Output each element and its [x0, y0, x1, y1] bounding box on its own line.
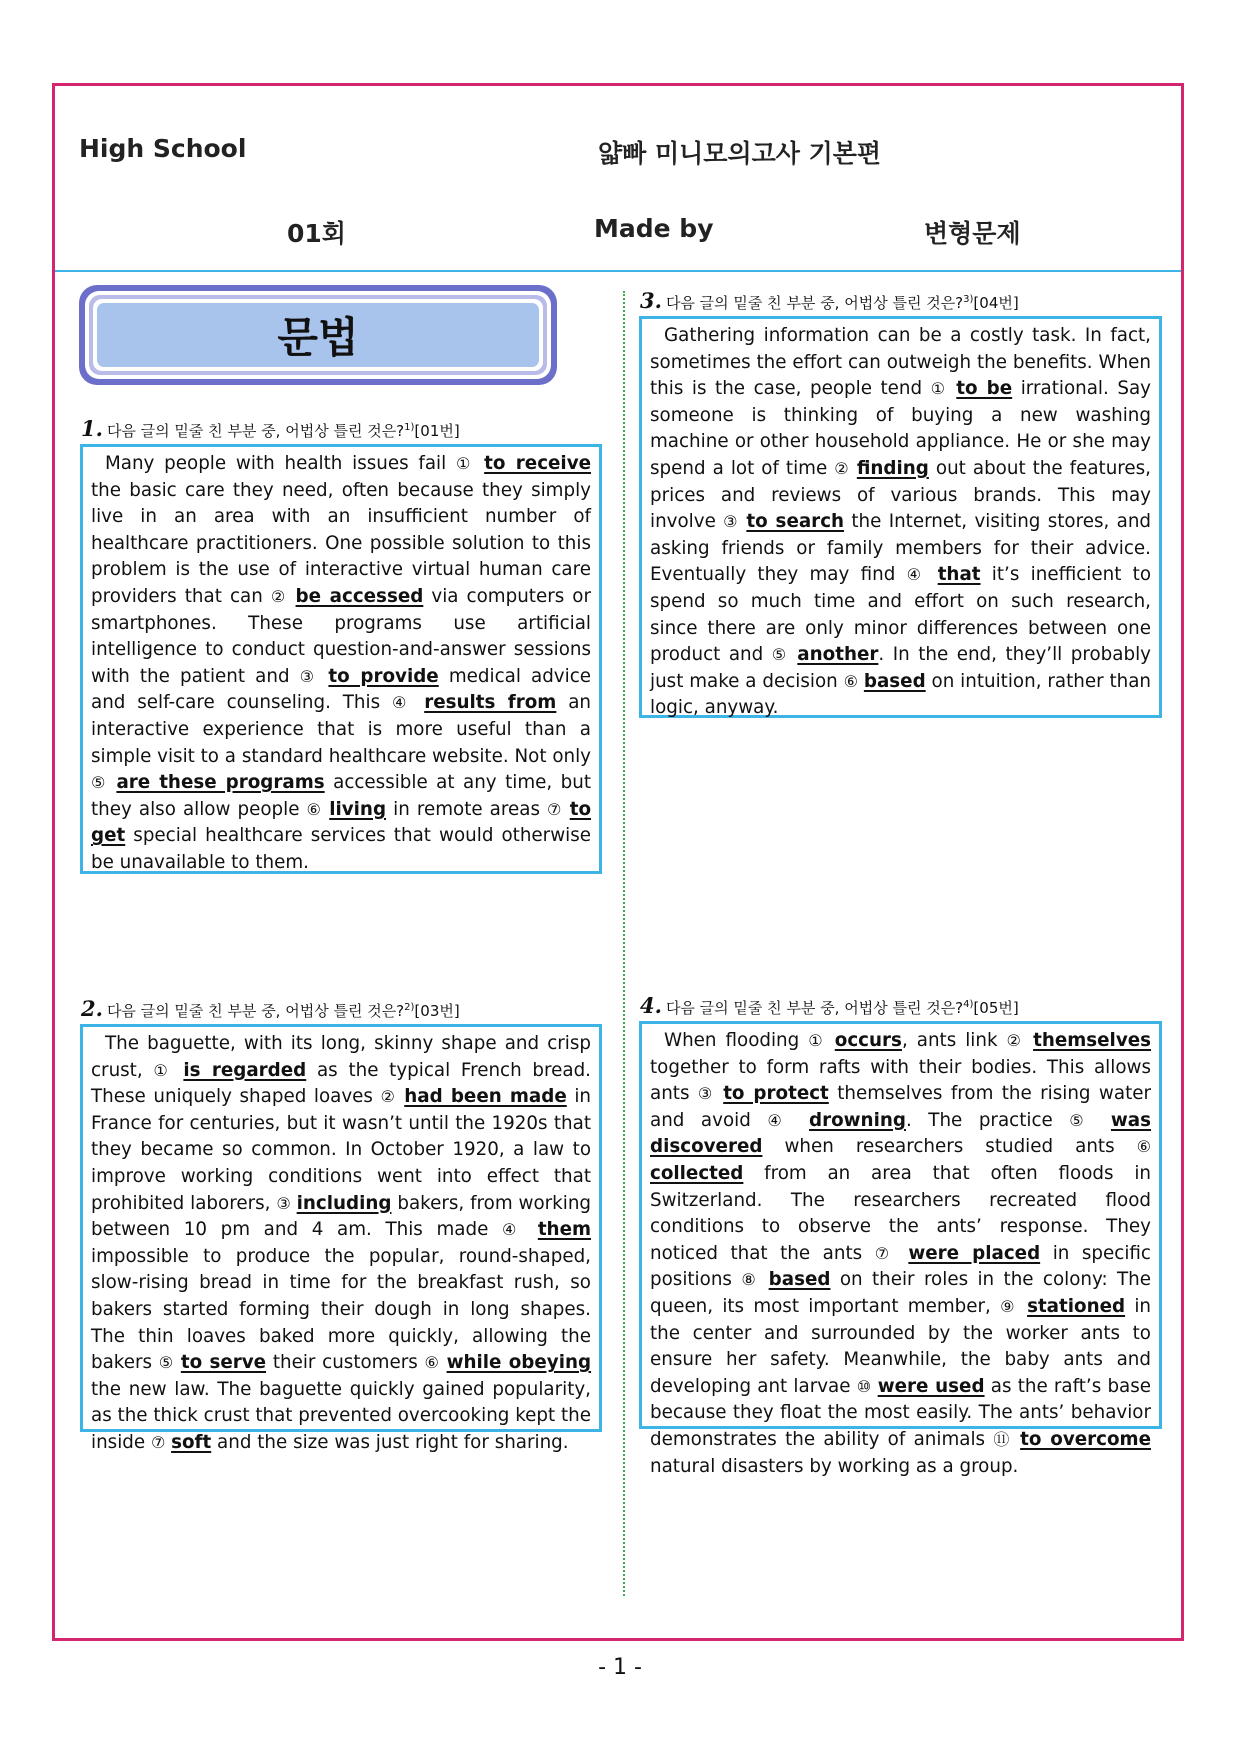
question-number: 3. — [640, 288, 662, 313]
question-number: 4. — [640, 993, 662, 1018]
question-prompt: 다음 글의 밑줄 친 부분 중, 어법상 틀린 것은? — [106, 422, 405, 440]
series-title: 얇빠 미니모의고사 기본편 — [598, 139, 882, 168]
question-header-1 — [81, 416, 460, 441]
school-label: High School — [79, 134, 247, 163]
question-header-2 — [81, 996, 460, 1021]
choice-marker: ⑤ — [771, 645, 789, 665]
underlined-choice: are these programs — [116, 772, 325, 794]
underlined-choice: to overcome — [1020, 1428, 1151, 1450]
passage-box-4 — [639, 1021, 1162, 1477]
passage-box-3 — [639, 316, 1162, 718]
passage-box-1 — [80, 444, 602, 874]
passage-text: The baguette, with its long, skinny shape and crisp crust, ① is regarded as the typical French bread. These uniquely shaped loaves ② had been made in France for centuries, but it wasn’t until the 1920s that they became so common. In October 1920, a law to improve working conditions went into effect that prohibited laborers, ③ including bakers, from working between 10 pm and 4 am. This made ④ them impossible to produce the popular, round-shaped, slow-rising bread in time for the breakfast rush, so bakers started forming their dough in long shapes. The thin loaves baked more quickly, allowing the bakers ⑤ to serve their customers ⑥ while obeying the new law. The baguette quickly gained popularity, as the thick crust that prevented overcooking kept the inside ⑦ soft and the size was just right for sharing. — [91, 1033, 592, 1453]
underlined-choice: occurs — [834, 1030, 902, 1051]
page-header — [55, 86, 1181, 271]
choice-marker: ⑤ — [1069, 1110, 1095, 1130]
choice-marker: ④ — [391, 693, 413, 713]
choice-marker: ① — [930, 379, 948, 399]
question-number: 2. — [81, 996, 103, 1021]
underlined-choice: while obeying — [446, 1352, 592, 1374]
underlined-choice: to be — [956, 378, 1013, 400]
underlined-choice: to protect — [723, 1083, 829, 1105]
underlined-choice: to search — [746, 511, 845, 533]
underlined-choice: collected — [650, 1162, 744, 1184]
choice-marker: ⑤ — [158, 1353, 175, 1373]
footnote-ref: 1) — [404, 422, 415, 433]
footnote-ref: 3) — [963, 294, 974, 305]
footnote-ref: 4) — [963, 999, 974, 1010]
choice-marker: ④ — [906, 565, 927, 585]
underlined-choice: to provide — [328, 665, 439, 687]
choice-marker: ④ — [767, 1110, 793, 1130]
choice-marker: ③ — [723, 512, 740, 532]
choice-marker: ② — [270, 586, 288, 606]
underlined-choice: drowning — [809, 1109, 906, 1131]
underlined-choice: be accessed — [295, 585, 424, 607]
question-header-4 — [640, 993, 1019, 1018]
question-source: [05번] — [973, 999, 1019, 1017]
page-number: - 1 - — [598, 1655, 642, 1680]
header-divider — [55, 270, 1181, 272]
choice-marker: ⑦ — [547, 799, 563, 819]
choice-marker: ② — [1006, 1031, 1025, 1050]
choice-marker: ② — [380, 1087, 397, 1107]
choice-marker: ⑥ — [424, 1353, 440, 1373]
underlined-choice: living — [329, 798, 387, 820]
underlined-choice: was discovered — [650, 1109, 1152, 1158]
question-source: [04번] — [973, 294, 1019, 312]
question-number: 1. — [81, 416, 103, 441]
underlined-choice: to receive — [484, 453, 592, 474]
question-prompt: 다음 글의 밑줄 친 부분 중, 어법상 틀린 것은? — [106, 1002, 405, 1020]
question-source: [03번] — [414, 1002, 460, 1020]
made-by-label: Made by — [594, 214, 714, 243]
choice-marker: ⑥ — [843, 671, 858, 691]
underlined-choice: to serve — [180, 1352, 267, 1374]
choice-marker: ③ — [299, 666, 319, 686]
underlined-choice: based — [863, 670, 926, 692]
choice-marker: ⑩ — [856, 1376, 872, 1396]
column-divider — [623, 291, 625, 1596]
underlined-choice: them — [537, 1219, 592, 1241]
underlined-choice: based — [768, 1269, 831, 1291]
choice-marker: ⑥ — [1136, 1137, 1151, 1157]
choice-marker: ⑧ — [741, 1270, 760, 1290]
choice-marker: ⑦ — [150, 1432, 166, 1452]
underlined-choice: themselves — [1033, 1030, 1152, 1051]
choice-marker: ③ — [697, 1084, 715, 1104]
question-prompt: 다음 글의 밑줄 친 부분 중, 어법상 틀린 것은? — [665, 294, 964, 312]
choice-marker: ④ — [501, 1220, 525, 1240]
underlined-choice: soft — [171, 1431, 212, 1453]
page-frame — [52, 83, 1184, 1641]
choice-marker: ① — [456, 454, 475, 473]
question-prompt: 다음 글의 밑줄 친 부분 중, 어법상 틀린 것은? — [665, 999, 964, 1017]
underlined-choice: is regarded — [183, 1059, 307, 1081]
underlined-choice: results from — [424, 692, 557, 714]
choice-marker: ⑦ — [874, 1243, 896, 1263]
underlined-choice: another — [797, 644, 879, 666]
footnote-ref: 2) — [404, 1002, 415, 1013]
underlined-choice: that — [937, 564, 981, 586]
choice-marker: ⑤ — [91, 773, 108, 793]
passage-box-2 — [80, 1024, 602, 1453]
choice-marker: ⑥ — [306, 799, 323, 819]
choice-marker: ⑨ — [1000, 1296, 1018, 1316]
underlined-choice: including — [296, 1192, 392, 1214]
passage-text: Many people with health issues fail ① to receive the basic care they need, often because they simply live in an area with an insufficient number of healthcare practitioners. One possible solution to this problem is the use of interactive virtual human care providers that can ② be accessed via computers or smartphones. These programs use artificial intelligence to conduct question-and-answer sessions with the patient and ③ to provide medical advice and self-care counseling. This ④ results from an interactive experience that is more useful than a simple visit to a standard healthcare website. Not only ⑤ are these programs accessible at any time, but they also allow people ⑥ living in remote areas ⑦ to get special healthcare services that would otherwise be unavailable to them. — [91, 453, 592, 873]
underlined-choice: were used — [877, 1375, 985, 1397]
choice-marker: ⑪ — [993, 1429, 1012, 1449]
passage-text: When flooding ① occurs, ants link ② themselves together to form rafts with their bodies. This allows ants ③ to protect themselves from the rising water and avoid ④ drowning. The practice ⑤ was discovered when researchers studied ants ⑥ collected from an area that often floods in Switzerland. The researchers recreated flood conditions to observe the ants’ response. They noticed that the ants ⑦ were placed in specific positions ⑧ based on their roles in the colony: The queen, its most important member, ⑨ stationed in the center and surrounded by the worker ants to ensure her safety. Meanwhile, the baby ants and developing ant larvae ⑩ were used as the raft’s base because they float the most easily. The ants’ behavior demonstrates the ability of animals ⑪ to overcome natural disasters by working as a group. — [650, 1030, 1152, 1477]
passage-text: Gathering information can be a costly task. In fact, sometimes the effort can outweigh the benefits. When this is the case, people tend ① to be irrational. Say someone is thinking of buying a new washing machine or other household appliance. He or she may spend a lot of time ② finding out about the features, prices and reviews of various brands. This may involve ③ to search the Internet, visiting stores, and asking friends or family members for their advice. Eventually they may find ④ that it’s inefficient to spend so much time and effort on such research, since there are only minor differences between one product and ⑤ another. In the end, they’ll probably just make a decision ⑥ based on intuition, rather than logic, anyway. — [650, 325, 1152, 719]
choice-marker: ① — [153, 1060, 173, 1080]
round-label: 01회 — [287, 219, 346, 248]
choice-marker: ② — [834, 458, 850, 478]
underlined-choice: finding — [856, 457, 929, 479]
question-source: [01번] — [414, 422, 460, 440]
section-title: 문법 — [277, 313, 359, 362]
section-title-box — [79, 285, 557, 385]
question-header-3 — [640, 288, 1019, 313]
choice-marker: ③ — [276, 1193, 291, 1213]
underlined-choice: stationed — [1027, 1295, 1126, 1317]
underlined-choice: had been made — [404, 1086, 567, 1108]
choice-marker: ① — [808, 1031, 826, 1050]
category-label: 변형문제 — [924, 219, 1021, 248]
underlined-choice: to get — [91, 798, 592, 847]
underlined-choice: were placed — [908, 1242, 1041, 1264]
